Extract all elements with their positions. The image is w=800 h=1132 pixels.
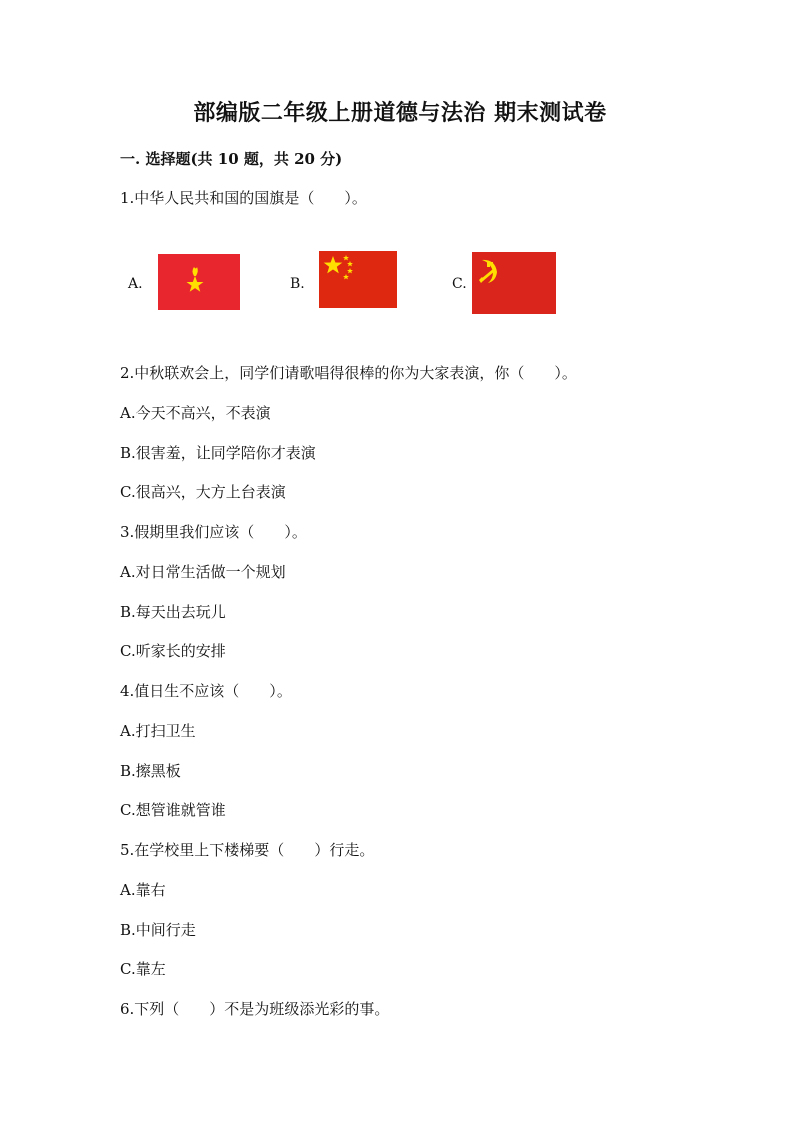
young-pioneers-flag-icon — [158, 254, 240, 310]
question-5: 5.在学校里上下楼梯要（ ）行走。 — [120, 841, 375, 859]
china-national-flag-image[interactable] — [319, 251, 397, 308]
q2-option-a[interactable]: A.今天不高兴，不表演 — [120, 404, 271, 422]
q5-option-b[interactable]: B.中间行走 — [120, 921, 196, 939]
section-heading: 一. 选择题(共 10 题，共 20 分) — [120, 150, 343, 168]
question-2: 2.中秋联欢会上，同学们请歌唱得很棒的你为大家表演，你（ ）。 — [120, 364, 577, 382]
q1-option-b-label[interactable]: B. — [290, 276, 305, 292]
q3-option-a[interactable]: A.对日常生活做一个规划 — [120, 563, 286, 581]
china-national-flag-icon — [319, 251, 397, 308]
question-3: 3.假期里我们应该（ ）。 — [120, 523, 307, 541]
q4-option-b[interactable]: B.擦黑板 — [120, 762, 181, 780]
question-4: 4.值日生不应该（ ）。 — [120, 682, 292, 700]
q4-option-c[interactable]: C.想管谁就管谁 — [120, 801, 226, 819]
q5-option-a[interactable]: A.靠右 — [120, 881, 166, 899]
question-1: 1.中华人民共和国的国旗是（ ）。 — [120, 189, 367, 207]
q2-option-c[interactable]: C.很高兴，大方上台表演 — [120, 483, 286, 501]
young-pioneers-flag-image[interactable] — [158, 254, 240, 310]
q3-option-c[interactable]: C.听家长的安排 — [120, 642, 226, 660]
q5-option-c[interactable]: C.靠左 — [120, 960, 166, 978]
hammer-sickle-icon — [472, 252, 556, 314]
communist-party-flag-image[interactable] — [472, 252, 556, 314]
q2-option-b[interactable]: B.很害羞，让同学陪你才表演 — [120, 444, 316, 462]
q3-option-b[interactable]: B.每天出去玩儿 — [120, 603, 226, 621]
q1-option-a-label[interactable]: A. — [128, 276, 143, 292]
q1-option-c-label[interactable]: C. — [452, 276, 467, 292]
page-title: 部编版二年级上册道德与法治 期末测试卷 — [193, 100, 607, 126]
question-6: 6.下列（ ）不是为班级添光彩的事。 — [120, 1000, 390, 1018]
q4-option-a[interactable]: A.打扫卫生 — [120, 722, 196, 740]
